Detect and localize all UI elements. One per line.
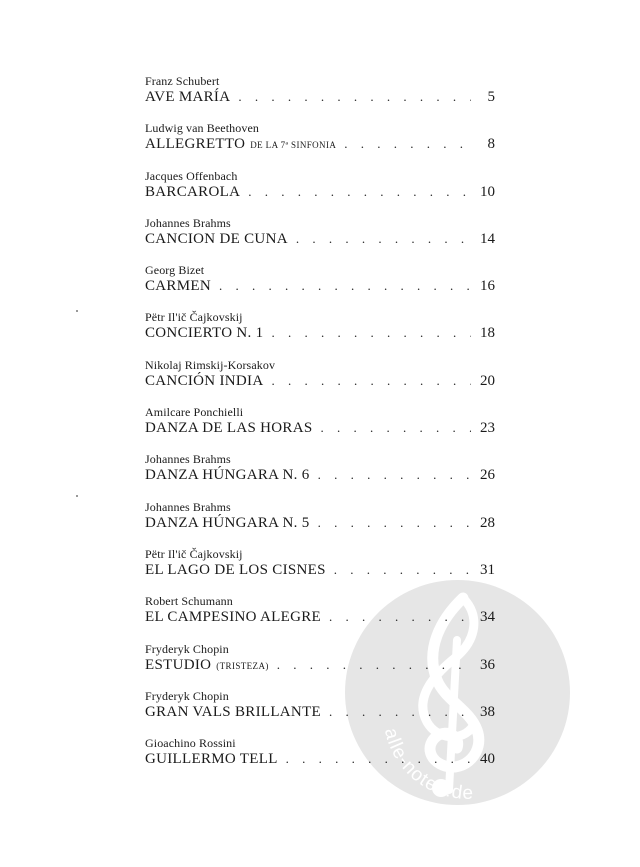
- title-line: [145, 656, 495, 675]
- margin-mark: [76, 495, 78, 497]
- composer-name: Robert Schumann: [145, 594, 233, 609]
- title-line: [145, 277, 495, 295]
- composer-name: Johannes Brahms: [145, 499, 231, 514]
- title-line: [145, 561, 495, 579]
- page-number: 5: [487, 89, 495, 105]
- composer-name: Pëtr Il'ič Čajkovskij: [145, 310, 243, 325]
- composer-name: Ludwig van Beethoven: [145, 121, 259, 136]
- toc-entry: [145, 548, 495, 595]
- page-number: 34: [480, 609, 495, 626]
- piece-title: GRAN VALS BRILLANTE: [145, 703, 321, 720]
- title-line: [145, 372, 495, 390]
- dot-leader: [271, 324, 471, 342]
- dot-leader: [277, 656, 471, 674]
- dot-leader: [344, 135, 471, 153]
- composer-name: Jacques Offenbach: [145, 168, 238, 183]
- toc-entry: [145, 122, 495, 169]
- piece-title: ALLEGRETTO: [145, 136, 246, 153]
- dot-leader: [321, 419, 472, 437]
- piece-title: GUILLERMO TELL: [145, 751, 278, 768]
- piece-title: DANZA HÚNGARA N. 6: [145, 467, 310, 484]
- watermark-text: alle-noten.de: [379, 726, 475, 804]
- composer-name: Franz Schubert: [145, 74, 220, 88]
- piece-title: CANCION DE CUNA: [145, 230, 288, 247]
- composer-name: Gioachino Rossini: [145, 736, 236, 751]
- piece-title: AVE MARÍA: [145, 89, 231, 105]
- title-line: [145, 466, 495, 484]
- toc-entry: [145, 501, 495, 548]
- dot-leader: [318, 514, 471, 532]
- dot-leader: [296, 230, 471, 248]
- piece-subtitle: (TRISTEZA): [216, 660, 269, 671]
- piece-title: CONCIERTO N. 1: [145, 325, 264, 342]
- page-number: 28: [480, 514, 495, 531]
- page-number: 16: [480, 278, 495, 295]
- piece-title: EL CAMPESINO ALEGRE: [145, 609, 321, 626]
- piece-subtitle: DE LA 7ª SINFONIA: [250, 140, 337, 151]
- dot-leader: [329, 703, 471, 721]
- composer-name: Amilcare Ponchielli: [145, 405, 244, 420]
- title-line: [145, 419, 495, 437]
- toc-entry: [145, 406, 495, 453]
- page-number: 26: [480, 467, 495, 484]
- toc-entry: [145, 737, 495, 784]
- toc-entry: [145, 453, 495, 500]
- composer-name: Johannes Brahms: [145, 452, 231, 467]
- dot-leader: [248, 183, 471, 201]
- piece-title: CARMEN: [145, 278, 211, 295]
- toc-entry: [145, 75, 495, 122]
- title-line: [145, 324, 495, 342]
- page-number: 14: [480, 230, 495, 247]
- title-line: [145, 750, 495, 768]
- piece-title: DANZA HÚNGARA N. 5: [145, 514, 310, 531]
- page-number: 10: [480, 183, 495, 200]
- title-line: [145, 703, 495, 721]
- page-number: 18: [480, 325, 495, 342]
- piece-title: DANZA DE LAS HORAS: [145, 420, 313, 437]
- dot-leader: [219, 277, 471, 295]
- dot-leader: [238, 88, 471, 106]
- piece-title: EL LAGO DE LOS CISNES: [145, 561, 326, 578]
- title-line: [145, 183, 495, 201]
- toc-entry: [145, 643, 495, 690]
- dot-leader: [318, 466, 471, 484]
- composer-name: Johannes Brahms: [145, 215, 231, 230]
- table-of-contents: [145, 75, 495, 784]
- page-number: 36: [480, 656, 495, 673]
- page-number: 38: [480, 703, 495, 720]
- composer-name: Fryderyk Chopin: [145, 688, 229, 703]
- dot-leader: [271, 372, 471, 390]
- toc-entry: [145, 170, 495, 217]
- composer-name: Georg Bizet: [145, 263, 205, 278]
- piece-title: BARCAROLA: [145, 183, 241, 200]
- margin-mark: [76, 310, 78, 312]
- dot-leader: [329, 608, 471, 626]
- toc-entry: [145, 264, 495, 311]
- page-number: 8: [487, 136, 495, 153]
- title-line: [145, 608, 495, 626]
- page-number: 40: [480, 751, 495, 768]
- composer-name: Nikolaj Rimskij-Korsakov: [145, 357, 276, 372]
- composer-name: Fryderyk Chopin: [145, 641, 229, 656]
- page-number: 20: [480, 372, 495, 389]
- title-line: [145, 135, 495, 154]
- toc-entry: [145, 217, 495, 264]
- composer-name: Pëtr Il'ič Čajkovskij: [145, 546, 243, 561]
- page-number: 31: [480, 561, 495, 578]
- piece-title: ESTUDIO: [145, 656, 212, 673]
- toc-entry: [145, 690, 495, 737]
- piece-title: CANCIÓN INDIA: [145, 372, 264, 389]
- toc-entry: [145, 359, 495, 406]
- toc-entry: [145, 595, 495, 642]
- dot-leader: [334, 561, 471, 579]
- title-line: [145, 88, 495, 106]
- page-number: 23: [480, 420, 495, 437]
- title-line: [145, 514, 495, 532]
- dot-leader: [286, 750, 471, 768]
- toc-entry: [145, 311, 495, 358]
- title-line: [145, 230, 495, 248]
